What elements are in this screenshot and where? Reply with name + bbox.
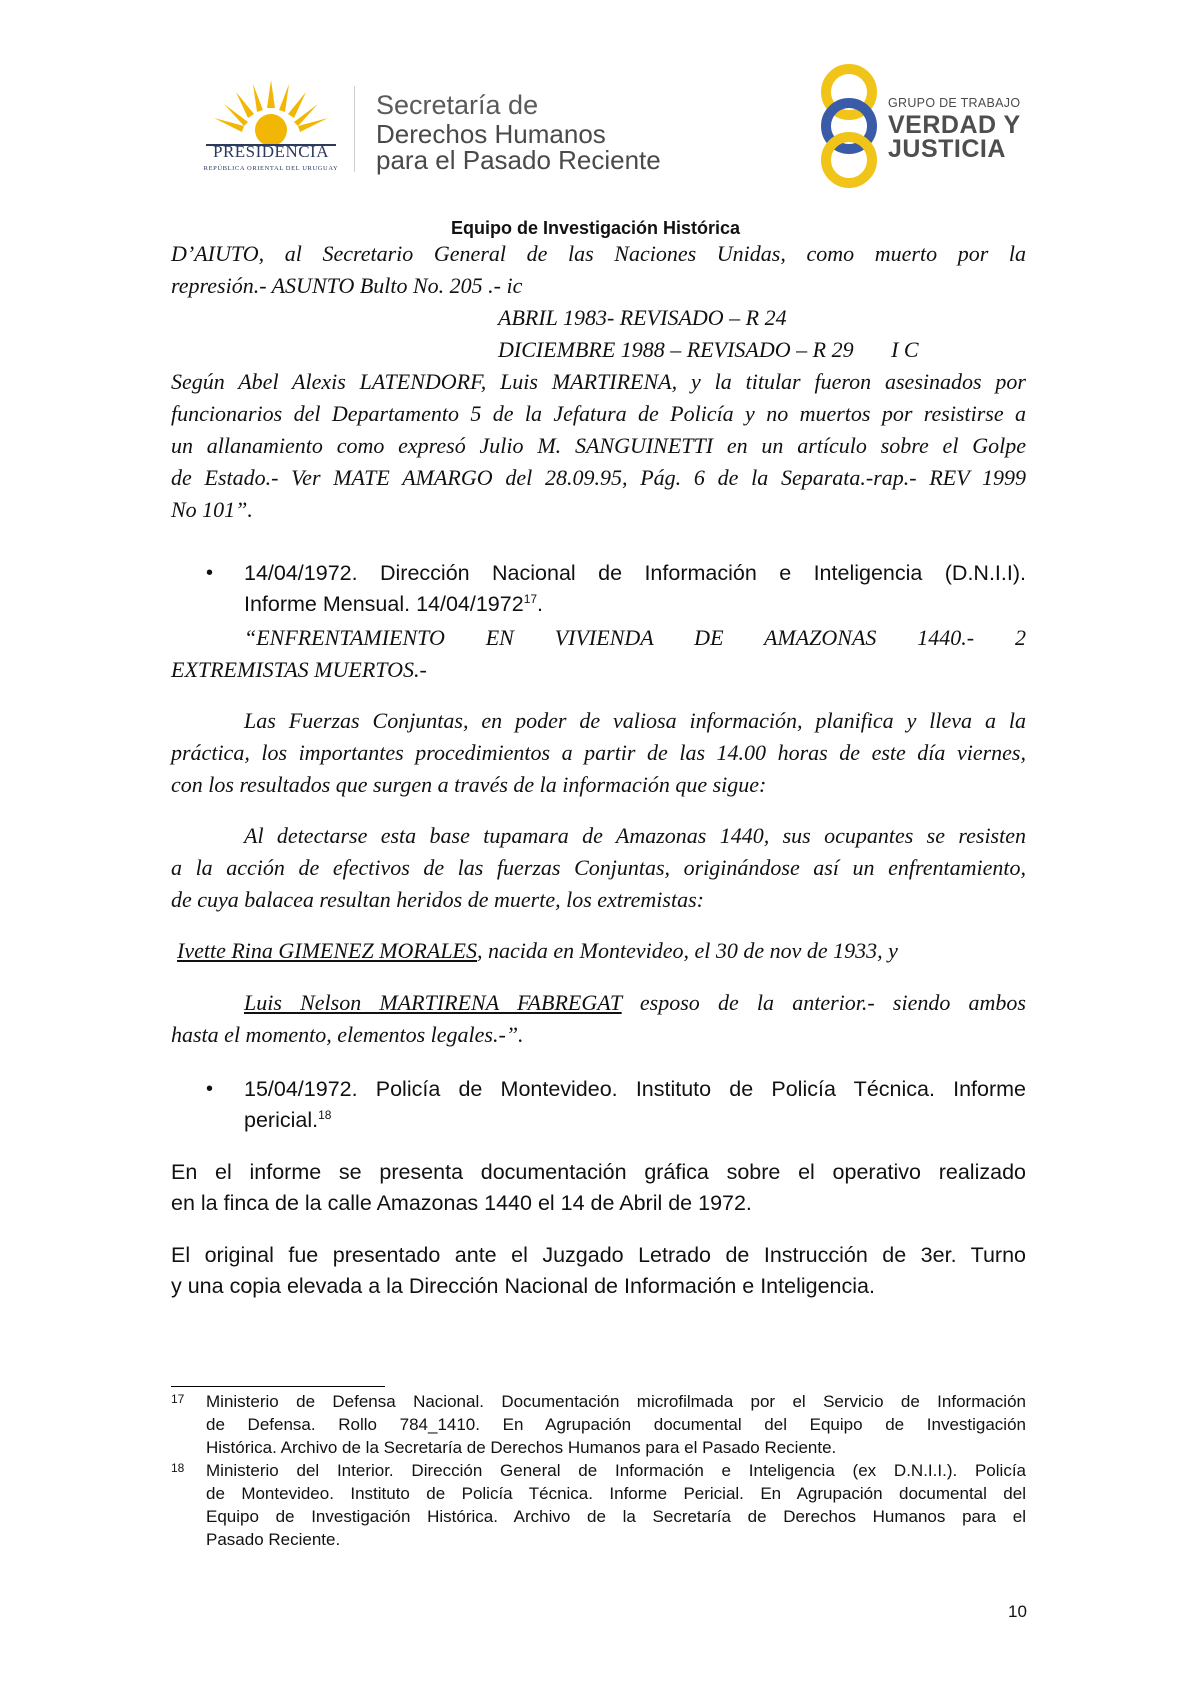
footnote-ref-17[interactable]: 17 <box>523 591 538 606</box>
quote2-last-line: hasta el momento, elementos legales.-”. <box>171 1022 524 1047</box>
secretaria-line3: para el Pasado Reciente <box>376 145 661 175</box>
footnote-18 <box>206 1459 1026 1551</box>
verdad-y-label: VERDAD Y <box>888 111 1021 139</box>
sun-icon <box>196 78 346 148</box>
quote2-name2-line <box>244 987 1026 1019</box>
quote2-p1-line3: con los resultados que surgen a través de la información que sigue: <box>171 772 767 797</box>
bullet1-marker: • <box>206 562 214 584</box>
quote1-line4-initials: I C <box>891 337 919 362</box>
quote2-p2-line2: a la acción de efectivos de las fuerzas Conjuntas, originándose así un enfrentamiento, <box>171 855 1026 880</box>
footnote-17-number: 17 <box>171 1392 185 1406</box>
presidencia-subtitle: REPÚBLICA ORIENTAL DEL URUGUAY <box>203 165 339 172</box>
bullet1-line1: 14/04/1972. Dirección Nacional de Información e Inteligencia (D.N.I.I). <box>244 561 1026 585</box>
footnote-18-line4: Pasado Reciente. <box>206 1530 341 1549</box>
footnote-17-line3: Histórica. Archivo de la Secretaría de Derechos Humanos para el Pasado Reciente. <box>206 1438 837 1457</box>
interlocked-rings-icon <box>812 62 886 190</box>
victim-name-2-details: esposo de la anterior.- siendo ambos <box>621 990 1026 1015</box>
bullet2-line2-text: pericial. <box>244 1108 319 1132</box>
footnote-18-line1: Ministerio del Interior. Dirección General de Información e Inteligencia (ex D.N.I.I.). Policía <box>206 1461 1026 1480</box>
quote1-line7: un allanamiento como expresó Julio M. SANGUINETTI en un artículo sobre el Golpe <box>171 433 1026 458</box>
victim-name-1: Ivette Rina GIMENEZ MORALES <box>177 938 477 963</box>
quote2-line1: “ENFRENTAMIENTO EN VIVIENDA DE AMAZONAS 1440.- 2 <box>244 625 1026 650</box>
quote2-line2: EXTREMISTAS MUERTOS.- <box>171 657 427 682</box>
footnote-ref-18[interactable]: 18 <box>318 1107 332 1122</box>
presidencia-logo <box>196 78 346 178</box>
footnote-17-line2: de Defensa. Rollo 784_1410. En Agrupación documental del Equipo de Investigación <box>206 1415 1026 1434</box>
quote1-line2: represión.- ASUNTO Bulto No. 205 .- ic <box>171 273 523 298</box>
bullet2-marker: • <box>206 1078 214 1100</box>
bullet2-line1: 15/04/1972. Policía de Montevideo. Instituto de Policía Técnica. Informe <box>244 1077 1026 1101</box>
footnote-17-line1: Ministerio de Defensa Nacional. Documentación microfilmada por el Servicio de Información <box>206 1392 1026 1411</box>
quote1-line4 <box>498 334 1191 366</box>
header-divider <box>354 86 355 172</box>
presidencia-label: PRESIDENCIA <box>212 142 329 161</box>
secretaria-line1: Secretaría de <box>376 90 539 120</box>
team-title: Equipo de Investigación Histórica <box>450 218 741 238</box>
grupo-trabajo-label: GRUPO DE TRABAJO <box>888 96 1021 110</box>
bullet1-line2-end: . <box>537 592 544 616</box>
para1-line2: en la finca de la calle Amazonas 1440 el 14 de Abril de 1972. <box>171 1191 752 1215</box>
quote1-line5: Según Abel Alexis LATENDORF, Luis MARTIRENA, y la titular fueron asesinados por <box>171 369 1026 394</box>
bullet1-line2-text: Informe Mensual. 14/04/1972 <box>244 592 524 616</box>
para2-line2: y una copia elevada a la Dirección Nacional de Información e Inteligencia. <box>171 1274 875 1298</box>
quote1-line1: D’AIUTO, al Secretario General de las Naciones Unidas, como muerto por la <box>171 241 1026 266</box>
footnote-separator <box>171 1386 385 1387</box>
quote1-line6: funcionarios del Departamento 5 de la Jefatura de Policía y no muertos por resistirse a <box>171 401 1026 426</box>
quote2-p2-line1: Al detectarse esta base tupamara de Amazonas 1440, sus ocupantes se resisten <box>244 823 1026 848</box>
verdad-justicia-logo <box>812 62 886 190</box>
secretaria-line2: Derechos Humanos <box>376 119 606 149</box>
quote1-line9: No 101”. <box>171 497 253 522</box>
quote1-line3: ABRIL 1983- REVISADO – R 24 <box>498 305 787 330</box>
quote1-line4-date: DICIEMBRE 1988 – REVISADO – R 29 <box>498 337 854 362</box>
footnote-17 <box>206 1390 1026 1459</box>
quote1-line8: de Estado.- Ver MATE AMARGO del 28.09.95, Pág. 6 de la Separata.-rap.- REV 1999 <box>171 465 1026 490</box>
para1-line1: En el informe se presenta documentación gráfica sobre el operativo realizado <box>171 1160 1026 1184</box>
quote2-p2-line3: de cuya balacea resultan heridos de muerte, los extremistas: <box>171 887 704 912</box>
victim-name-1-details: , nacida en Montevideo, el 30 de nov de 1933, y <box>477 938 898 963</box>
bullet1-line2 <box>244 589 1099 620</box>
para2-line1: El original fue presentado ante el Juzgado Letrado de Instrucción de 3er. Turno <box>171 1243 1026 1267</box>
footnote-18-number: 18 <box>171 1461 185 1475</box>
justicia-label: JUSTICIA <box>888 135 1006 163</box>
quote2-p1-line1: Las Fuerzas Conjuntas, en poder de valiosa información, planifica y lleva a la <box>244 708 1026 733</box>
quote2-p1-line2: práctica, los importantes procedimientos a partir de las 14.00 horas de este día viernes, <box>171 740 1026 765</box>
victim-name-2: Luis Nelson MARTIRENA FABREGAT <box>244 990 622 1015</box>
quote2-name1-line <box>177 935 1032 967</box>
bullet2-line2 <box>244 1105 1099 1136</box>
footnote-18-line2: de Montevideo. Instituto de Policía Técnica. Informe Pericial. En Agrupación documental del <box>206 1484 1026 1503</box>
page-number: 10 <box>1008 1602 1027 1621</box>
footnote-18-line3: Equipo de Investigación Histórica. Archivo de la Secretaría de Derechos Humanos para el <box>206 1507 1026 1526</box>
